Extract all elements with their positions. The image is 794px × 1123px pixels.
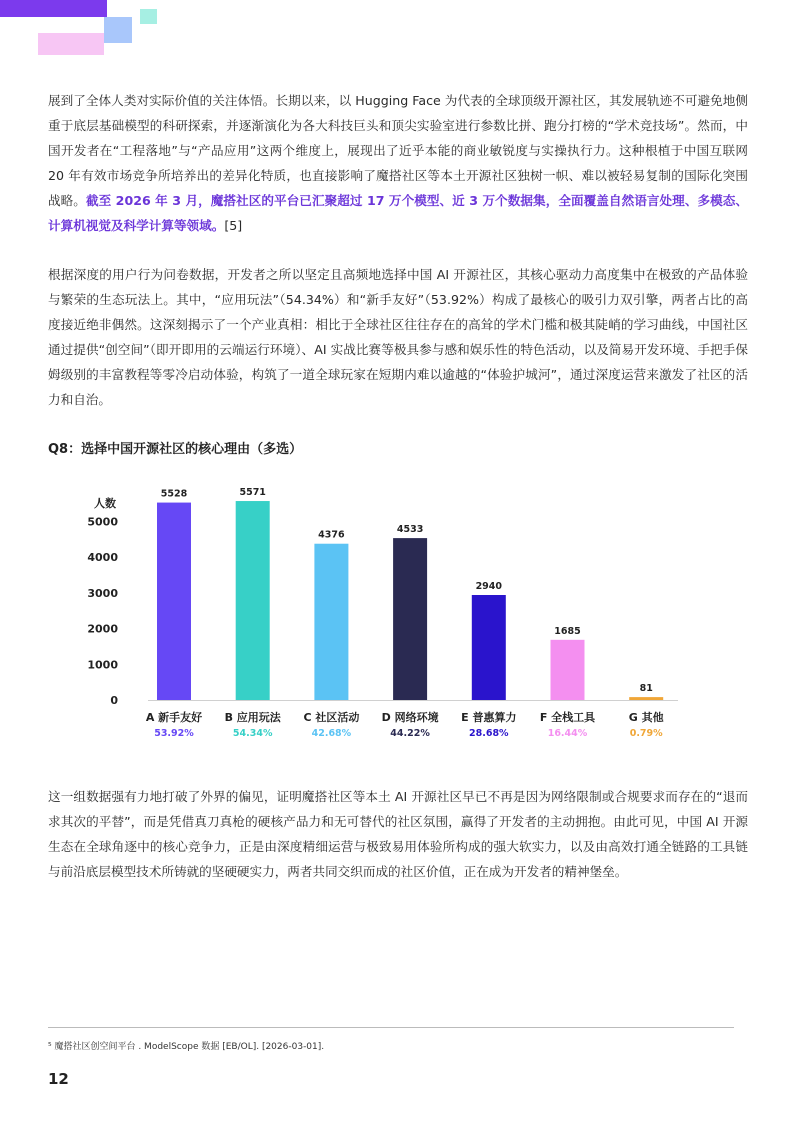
x-category-label: F 全栈工具 xyxy=(539,711,596,724)
percentage-label: 44.22% xyxy=(390,728,430,739)
corner-decoration-block xyxy=(38,33,104,55)
x-category-label: E 普惠算力 xyxy=(461,711,517,724)
y-tick-label: 0 xyxy=(110,694,118,707)
x-category-label: A 新手友好 xyxy=(145,711,203,724)
bar xyxy=(393,538,427,700)
x-category-label: D 网络环境 xyxy=(381,711,439,724)
y-tick-label: 2000 xyxy=(87,622,118,636)
percentage-label: 0.79% xyxy=(629,728,663,739)
bar-value-label: 1685 xyxy=(554,625,581,637)
footnote-divider xyxy=(48,1027,734,1028)
corner-decoration-block xyxy=(104,17,132,43)
bar-value-label: 4376 xyxy=(318,529,345,541)
x-category-label: C 社区活动 xyxy=(303,711,360,724)
corner-decoration-block xyxy=(0,0,107,17)
percentage-label: 53.92% xyxy=(154,728,194,739)
bar xyxy=(157,503,191,700)
body-paragraph-1 xyxy=(48,88,748,238)
bar xyxy=(314,544,348,700)
bar xyxy=(551,640,585,700)
percentage-label: 16.44% xyxy=(547,728,588,739)
bar-chart xyxy=(48,470,708,770)
y-axis-title: 人数 xyxy=(94,497,116,510)
highlighted-statistic: 截至 2026 年 3 月，魔搭社区的平台已汇聚超过 17 万个模型、近 3 万个数据集，全面覆盖自然语言处理、多模态、计算机视觉及科学计算等领域。 xyxy=(48,193,749,233)
percentage-label: 42.68% xyxy=(311,728,352,739)
bar-value-label: 5528 xyxy=(160,488,188,500)
bar-value-label: 4533 xyxy=(396,524,424,536)
bar xyxy=(236,501,270,700)
y-tick-label: 3000 xyxy=(87,586,118,600)
percentage-label: 28.68% xyxy=(469,728,509,739)
bar-value-label: 5571 xyxy=(239,487,266,499)
footnote: ⁵ 魔搭社区创空间平台 . ModelScope 数据 [EB/OL]. [2026-03-01]. xyxy=(48,1042,325,1052)
y-tick-label: 5000 xyxy=(87,515,118,529)
bar-value-label: 2940 xyxy=(475,581,503,592)
reference-marker[interactable]: [5] xyxy=(224,218,243,233)
x-category-label: G 其他 xyxy=(628,711,664,724)
body-paragraph-3: 这一组数据强有力地打破了外界的偏见，证明魔搭社区等本土 AI 开源社区早已不再是因为网络限制或合规要求而存在的“退而求其次的平替”，而是凭借真刀真枪的硬核产品力和无可替代的社区氛围，赢得了开发者的主动拥抱。由此可见，中国 AI 开源生态在全球角逐中的核心竞争力，正是由深度精细运营与极致易用体验所构成的强大软实力，以及由高效打通全链路的工具链与前沿底层模型技术所铸就的坚硬硬实力，两者共同交织而成的社区价值，正在成为开发者的精神堡垒。 xyxy=(48,789,748,879)
x-category-label: B 应用玩法 xyxy=(224,711,281,724)
bar-value-label: 81 xyxy=(639,683,653,695)
page-number: 12 xyxy=(48,1070,69,1088)
percentage-label: 54.34% xyxy=(232,728,273,739)
y-tick-label: 1000 xyxy=(87,658,118,672)
y-tick-label: 4000 xyxy=(87,551,118,565)
bar xyxy=(472,595,506,700)
chart-title: Q8：选择中国开源社区的核心理由（多选） xyxy=(48,442,303,457)
bar xyxy=(629,697,663,700)
body-paragraph-2: 根据深度的用户行为问卷数据，开发者之所以坚定且高频地选择中国 AI 开源社区，其核心驱动力高度集中在极致的产品体验与繁荣的生态玩法上。其中，“应用玩法”（54.34%）和“新手友好”（53.92%）构成了最核心的吸引力双引擎，两者占比的高度接近绝非偶然。这深刻揭示了一个产业真相：相比于全球社区往往存在的高耸的学术门槛和极其陡峭的学习曲线，中国社区通过提供“创空间”（即开即用的云端运行环境）、AI 实战比赛等极具参与感和娱乐性的特色活动，以及简易开发环境、手把手保姆级别的丰富教程等零冷启动体验，构筑了一道全球玩家在短期内难以逾越的“体验护城河”，通过深度运营来激发了社区的活力和自治。 xyxy=(48,267,748,407)
corner-decoration-block xyxy=(140,9,157,24)
paragraph-text: 展到了全体人类对实际价值的关注体悟。长期以来，以 Hugging Face 为代表的全球顶级开源社区，其发展轨迹不可避免地侧重于底层基础模型的科研探索，并逐渐演化为各大科技巨头和顶尖实验室进行参数比拼、跑分打榜的“学术竞技场”。然而，中国开发者在“工程落地”与“产品应用”这两个维度上，展现出了近乎本能的商业敏锐度与实操执行力。这种根植于中国互联网 20 年有效市场竞争所培养出的差异化特质，也直接影响了魔搭社区等本土开源社区独树一帜、难以被轻易复制的国际化突围战略。 xyxy=(48,93,748,208)
